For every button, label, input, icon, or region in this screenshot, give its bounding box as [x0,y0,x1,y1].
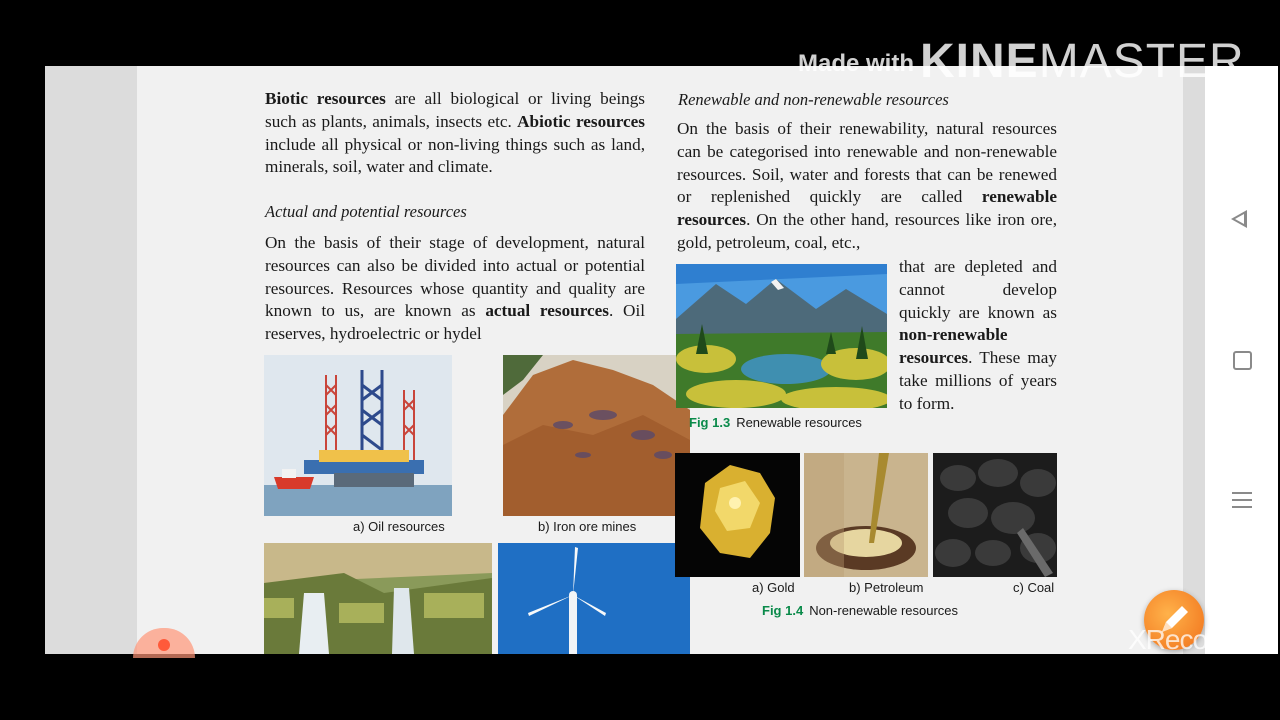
gold-image [675,453,800,577]
oil-resources-caption: a) Oil resources [353,519,445,534]
xrecorder-watermark: XRecorder [1128,624,1253,655]
fig-1-4-caption [762,603,958,618]
non-renewable-text-2: . These may take millions of years to form. [899,348,1057,413]
actual-potential-heading: Actual and potential resources [265,202,467,221]
left-gutter [45,66,137,654]
menu-lines-icon[interactable] [1232,492,1252,508]
fig-1-4-label: Non-renewable resources [809,603,959,618]
non-renewable-paragraph [899,256,1057,416]
biotic-abiotic-paragraph [265,88,645,179]
abiotic-term: Abiotic resources [517,111,645,131]
actual-text-2: . Oil reserves, hydroelectric or hydel [265,301,645,344]
non-renewable-text-1: that are depleted and cannot develop quickly are known as [899,257,1057,322]
biotic-term: Biotic resources [265,89,386,108]
home-square-icon[interactable] [1233,351,1252,370]
gold-caption: a) Gold [752,580,795,595]
abiotic-text: include all physical or non-living things such as land, minerals, soil, water and climate. [265,134,645,177]
right-gutter [1183,66,1205,654]
kinemaster-watermark [798,34,1245,88]
waterfall-image [264,543,492,654]
renewable-heading: Renewable and non-renewable resources [678,90,949,109]
actual-resources-paragraph [265,232,645,346]
renewable-paragraph [677,118,1057,255]
textbook-page [137,66,1183,654]
actual-term: actual resources [485,301,609,321]
non-renewable-term: non-renewable resources [899,325,1008,368]
wind-turbine-image [498,543,690,654]
oil-rig-image [264,355,452,516]
back-triangle-inner [1235,214,1244,224]
renewable-landscape-image [676,264,887,408]
petroleum-image [804,453,928,577]
biotic-text: are all biological or living beings such as plants, animals, insects etc. [265,89,645,131]
renewable-text-2: . On the other hand, resources like iron ore, gold, petroleum, coal, etc., [677,210,1057,252]
reader-screen [45,66,1278,654]
watermark-brand-light: MASTER [1038,35,1245,88]
watermark-brand-bold: KINE [920,35,1039,88]
fig-1-3-label: Renewable resources [736,415,862,430]
renewable-term: renewable resources [677,187,1057,230]
iron-ore-caption: b) Iron ore mines [538,519,637,534]
coal-image [933,453,1057,577]
coal-caption: c) Coal [1013,580,1055,595]
android-nav-bar [1205,66,1278,654]
petroleum-caption: b) Petroleum [849,580,924,595]
actual-text-1: On the basis of their stage of development, natural resources can also be divided into actual or potential resources. Resources whose quantity and quality are known to us, are known as [265,233,645,321]
fig-1-3-number: Fig 1.3 [689,415,731,430]
iron-ore-image [503,355,690,516]
fig-1-3-caption [689,415,862,430]
watermark-prefix: Made with [798,50,915,77]
fig-1-4-number: Fig 1.4 [762,603,804,618]
renewable-text-1: On the basis of their renewability, natural resources can be categorised into renewable and non-renewable resources. Soil, water and forests that can be renewed or replenished quickly are called [677,119,1057,207]
